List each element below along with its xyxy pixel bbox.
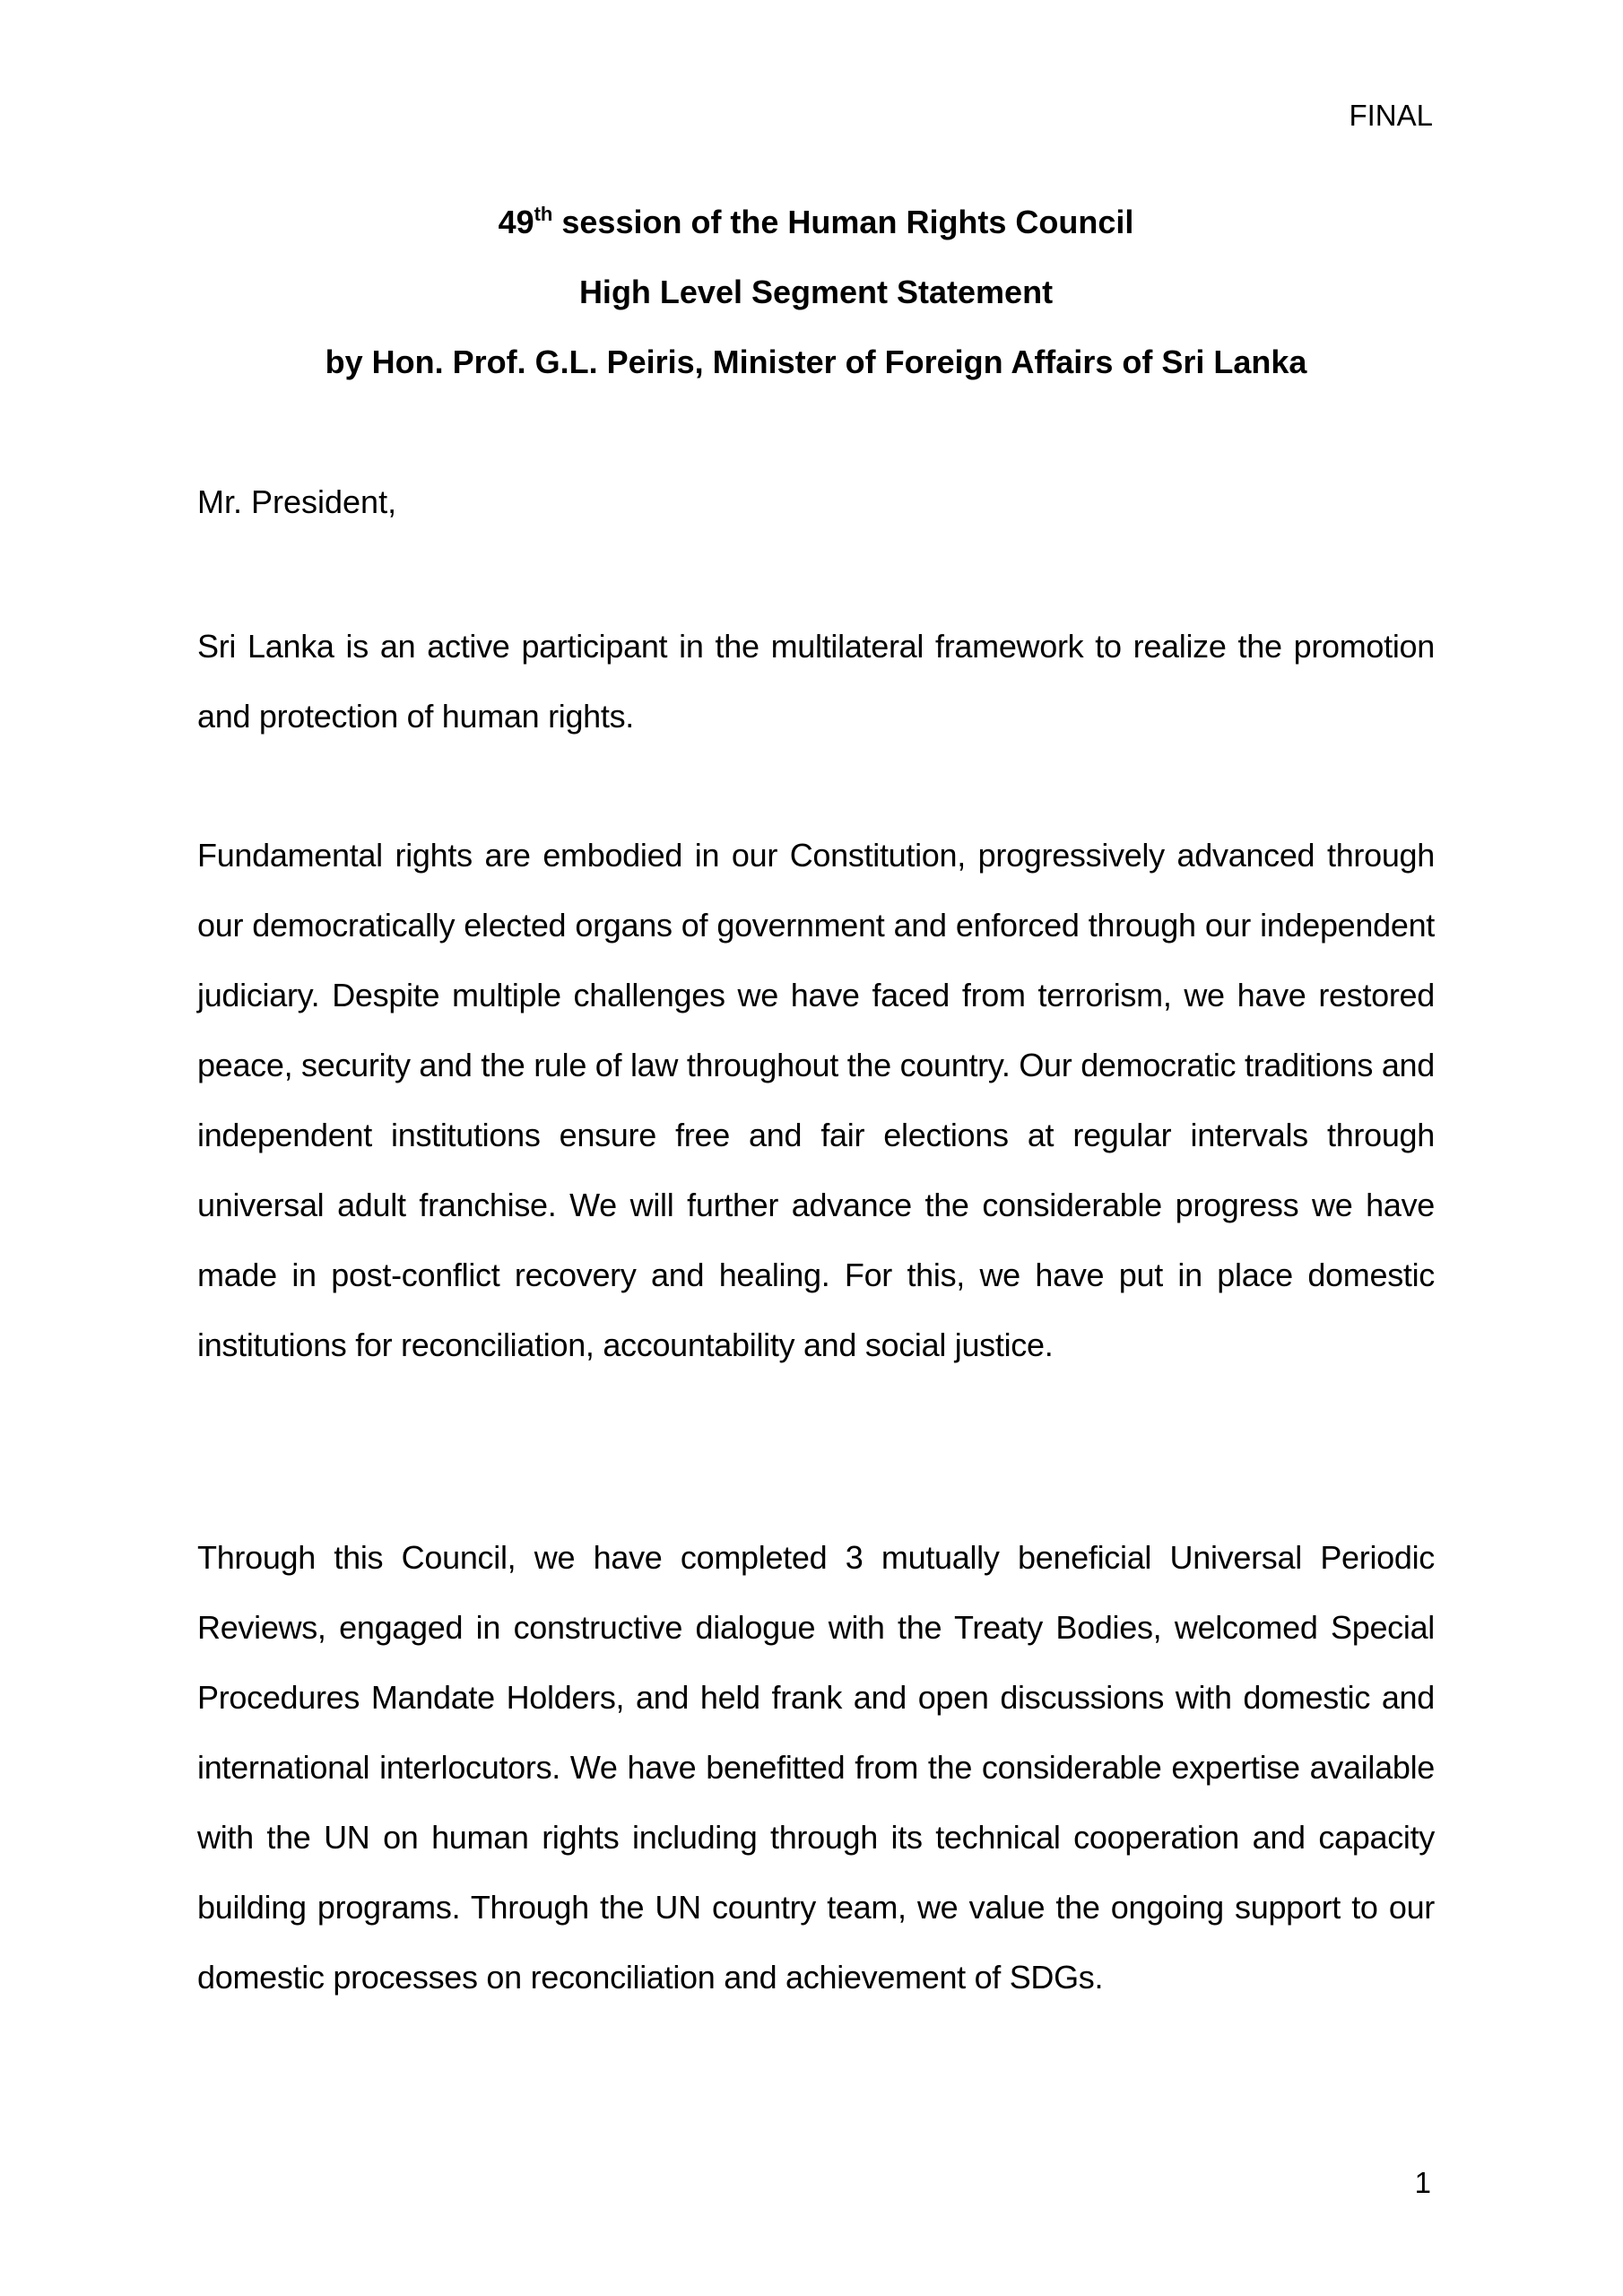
paragraph-2: Fundamental rights are embodied in our Constitution, progressively advanced through our democratically elected organs of government and enforced through our independent judiciary. Despite multiple challenges we have faced from terrorism, we have restored peace, security and the rule of law throughout the country. Our democratic traditions and independent institutions ensure free and fair elections at regular intervals through universal adult franchise. We will further advance the considerable progress we have made in post-conflict recovery and healing. For this, we have put in place domestic institutions for reconciliation, accountability and social justice. [197,837,1435,1363]
document-status-label: FINAL [1349,99,1433,132]
page-number: 1 [1414,2166,1431,2199]
title-session-line [197,197,1435,267]
title-segment-line: High Level Segment Statement [578,274,1054,310]
title-speaker-line: by Hon. Prof. G.L. Peiris, Minister of Foreign Affairs of Sri Lanka [325,344,1307,380]
paragraph-1: Sri Lanka is an active participant in the multilateral framework to realize the promotion and protection of human rights. [197,628,1435,735]
document-title [197,197,1435,407]
session-number: 49 [498,204,534,240]
salutation: Mr. President, [197,483,397,520]
paragraph-3: Through this Council, we have completed 3 mutually beneficial Universal Periodic Reviews, engaged in constructive dialogue with the Treaty Bodies, welcomed Special Procedures Mandate Holders, and held frank and open discussions with domestic and international interlocutors. We have benefitted from the considerable expertise available with the UN on human rights including through its technical cooperation and capacity building programs. Through the UN country team, we value the ongoing support to our domestic processes on reconciliation and achievement of SDGs. [197,1539,1435,1996]
session-ordinal-suffix: th [534,203,553,225]
session-title-text: session of the Human Rights Council [552,204,1134,240]
